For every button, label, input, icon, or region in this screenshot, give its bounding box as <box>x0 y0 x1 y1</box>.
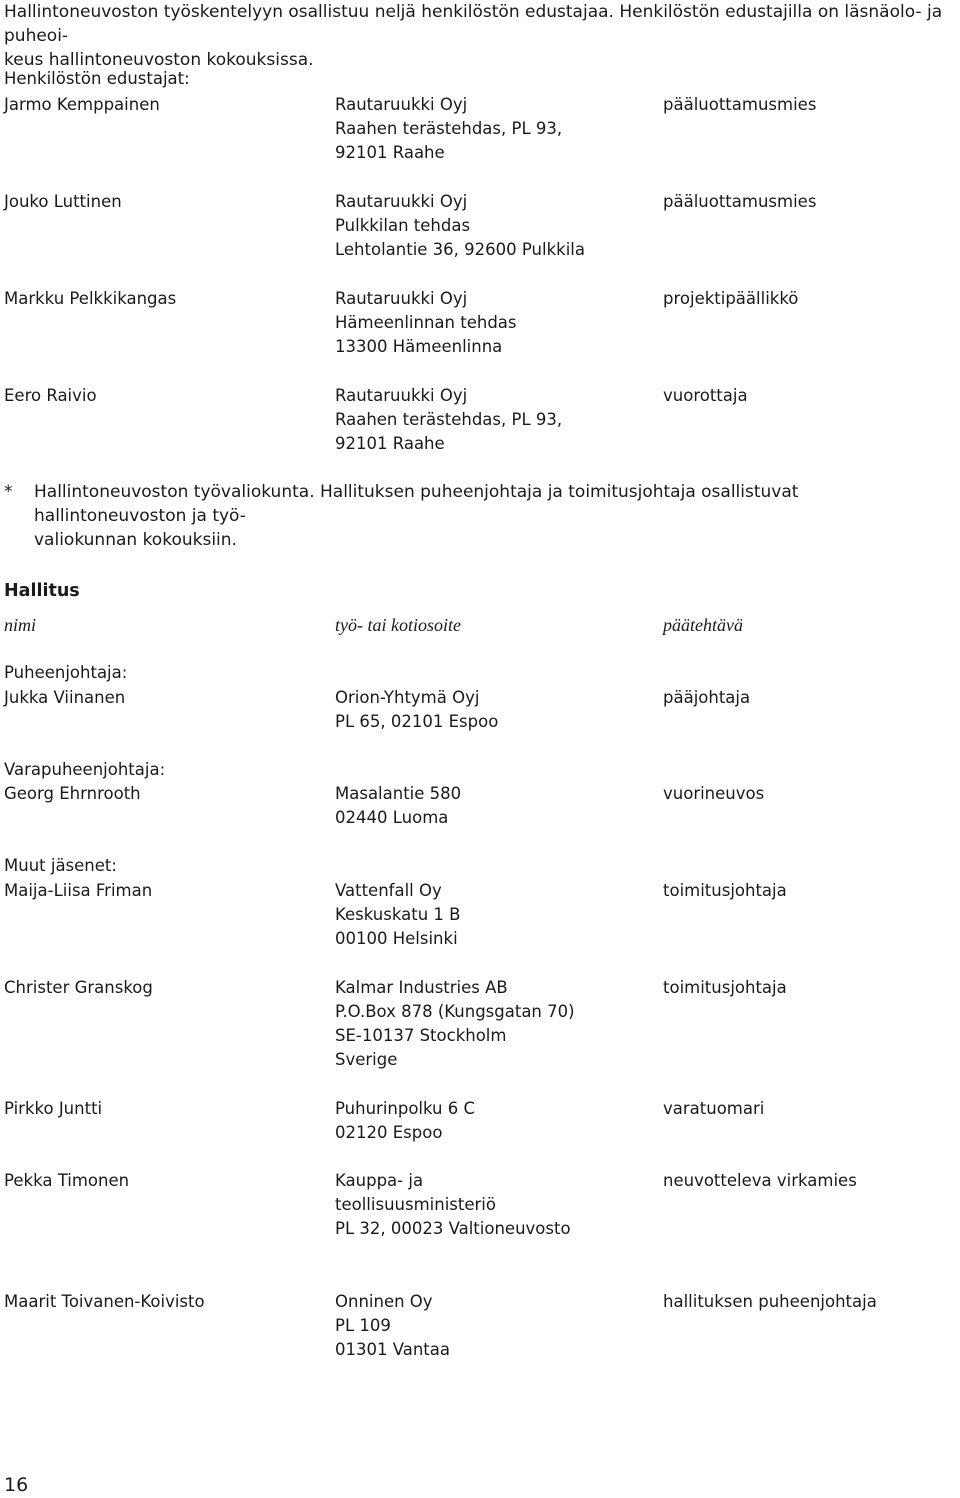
staff-role: pääluottamusmies <box>663 192 817 211</box>
board-address-line: 02440 Luoma <box>335 808 449 827</box>
intro-line-2: keus hallintoneuvoston kokouksissa. <box>4 50 314 70</box>
board-address-line: Masalantie 580 <box>335 784 462 803</box>
board-member-name: Georg Ehrnrooth <box>4 784 141 803</box>
board-address-line: 00100 Helsinki <box>335 929 458 948</box>
board-address-line: PL 109 <box>335 1316 391 1335</box>
board-member-role: vuorineuvos <box>663 784 765 803</box>
board-address-line: 02120 Espoo <box>335 1123 443 1142</box>
footnote-line-2: valiokunnan kokouksiin. <box>34 530 237 550</box>
board-member-name: Pirkko Juntti <box>4 1099 103 1118</box>
staff-address-line: 92101 Raahe <box>335 143 445 162</box>
staff-name: Jarmo Kemppainen <box>4 95 160 114</box>
board-address-line: Keskuskatu 1 B <box>335 905 461 924</box>
board-address-line: Kalmar Industries AB <box>335 978 508 997</box>
staff-address-line: Rautaruukki Oyj <box>335 192 468 211</box>
column-header-role: päätehtävä <box>663 615 743 635</box>
board-address-line: Orion-Yhtymä Oyj <box>335 688 480 707</box>
board-member-name: Pekka Timonen <box>4 1171 130 1190</box>
board-member-role: neuvotteleva virkamies <box>663 1171 857 1190</box>
board-member-name: Maarit Toivanen-Koivisto <box>4 1292 205 1311</box>
section-heading: Hallitus <box>4 581 80 601</box>
column-header-name: nimi <box>4 615 37 635</box>
board-address-line: Vattenfall Oy <box>335 881 442 900</box>
board-address-line: Onninen Oy <box>335 1292 433 1311</box>
other-members-label: Muut jäsenet: <box>4 856 117 875</box>
staff-address-line: Raahen terästehdas, PL 93, <box>335 119 563 138</box>
board-address-line: 01301 Vantaa <box>335 1340 451 1359</box>
column-header-address: työ- tai kotiosoite <box>335 615 461 635</box>
staff-name: Markku Pelkkikangas <box>4 289 177 308</box>
staff-address-line: Raahen terästehdas, PL 93, <box>335 410 563 429</box>
footnote <box>4 480 956 552</box>
footnote-marker: * <box>4 482 13 502</box>
board-address-line: PL 32, 00023 Valtioneuvosto <box>335 1219 571 1238</box>
staff-address-line: 13300 Hämeenlinna <box>335 337 503 356</box>
staff-role: pääluottamusmies <box>663 95 817 114</box>
board-address-line: PL 65, 02101 Espoo <box>335 712 499 731</box>
board-member-role: hallituksen puheenjohtaja <box>663 1292 877 1311</box>
intro-line-1: Hallintoneuvoston työskentelyyn osallistuu neljä henkilöstön edustajaa. Henkilöstön edustajilla on läsnäolo- ja puheoi- <box>4 2 943 46</box>
board-member-role: toimitusjohtaja <box>663 881 787 900</box>
staff-address-line: Lehtolantie 36, 92600 Pulkkila <box>335 240 585 259</box>
intro-paragraph <box>4 0 956 72</box>
page-number: 16 <box>4 1474 29 1496</box>
staff-name: Eero Raivio <box>4 386 97 405</box>
vice-chair-label: Varapuheenjohtaja: <box>4 760 166 779</box>
board-member-role: pääjohtaja <box>663 688 751 707</box>
chair-label: Puheenjohtaja: <box>4 663 128 682</box>
staff-address-line: Hämeenlinnan tehdas <box>335 313 517 332</box>
staff-label: Henkilöstön edustajat: <box>4 69 190 88</box>
board-member-name: Christer Granskog <box>4 978 153 997</box>
staff-address-line: Rautaruukki Oyj <box>335 289 468 308</box>
staff-address-line: Pulkkilan tehdas <box>335 216 471 235</box>
staff-name: Jouko Luttinen <box>4 192 122 211</box>
board-member-name: Maija-Liisa Friman <box>4 881 153 900</box>
board-address-line: teollisuusministeriö <box>335 1195 496 1214</box>
board-address-line: Puhurinpolku 6 C <box>335 1099 476 1118</box>
staff-address-line: 92101 Raahe <box>335 434 445 453</box>
footnote-line-1: Hallintoneuvoston työvaliokunta. Hallituksen puheenjohtaja ja toimitusjohtaja osallistuvat hallintoneuvoston ja työ- <box>34 482 799 526</box>
staff-role: vuorottaja <box>663 386 748 405</box>
board-member-role: toimitusjohtaja <box>663 978 787 997</box>
board-member-name: Jukka Viinanen <box>4 688 126 707</box>
staff-address-line: Rautaruukki Oyj <box>335 95 468 114</box>
board-address-line: Sverige <box>335 1050 398 1069</box>
board-member-role: varatuomari <box>663 1099 765 1118</box>
staff-address-line: Rautaruukki Oyj <box>335 386 468 405</box>
board-address-line: Kauppa- ja <box>335 1171 424 1190</box>
board-address-line: SE-10137 Stockholm <box>335 1026 507 1045</box>
staff-role: projektipäällikkö <box>663 289 799 308</box>
board-address-line: P.O.Box 878 (Kungsgatan 70) <box>335 1002 575 1021</box>
